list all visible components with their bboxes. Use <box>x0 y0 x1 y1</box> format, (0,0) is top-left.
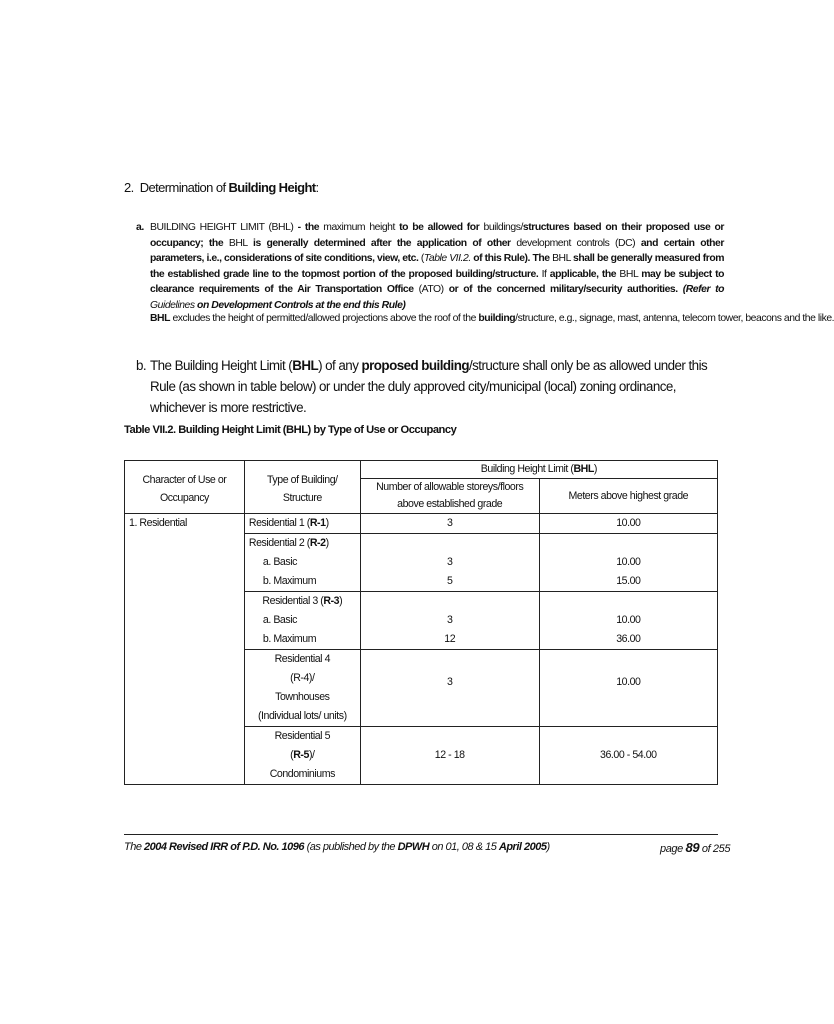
bhl-table <box>124 460 718 785</box>
cell-type-r3 <box>244 592 360 650</box>
table-row <box>125 514 718 534</box>
r5-open: ( <box>290 749 294 761</box>
paragraph-a <box>136 220 724 313</box>
footer-text: April 2005 <box>498 841 547 853</box>
r2-code: R-2 <box>309 537 326 549</box>
para-a-text: applicable, the <box>549 268 617 280</box>
page-total: of 255 <box>699 843 731 855</box>
para-b-text: The Building Height Limit ( <box>150 358 293 373</box>
r1-code: R-1 <box>309 517 326 529</box>
r2-option-b: b. Maximum <box>262 575 317 587</box>
header-meters-text: Meters above highest grade <box>568 489 689 502</box>
bhl-note-text: /structure, e.g., signage, mast, antenna, telecom tower, beacons and the like. <box>515 313 834 324</box>
cell-storeys-r4 <box>360 650 539 727</box>
para-a-text: BHL <box>223 237 254 249</box>
header-type <box>244 461 360 514</box>
cell-type-r1 <box>244 514 360 534</box>
para-a-text: If <box>538 268 550 280</box>
para-a-text: - the <box>297 222 320 233</box>
r2-label: Residential 2 ( <box>248 537 310 549</box>
bhl-note-bold: building <box>478 313 516 324</box>
para-b-text: proposed building <box>361 358 469 373</box>
para-a-text: buildings/ <box>479 222 523 233</box>
r2-a-meters: 10.00 <box>616 556 641 568</box>
footer-text: 2004 Revised IRR of P.D. No. 1096 <box>144 841 305 853</box>
para-a-text: to be allowed for <box>399 222 480 233</box>
header-bhl-suffix: ) <box>593 463 597 475</box>
para-a-text: of this Rule). The <box>470 253 550 264</box>
r4-line: Townhouses <box>275 691 330 703</box>
header-use <box>125 461 245 514</box>
paragraph-a-body <box>150 220 724 313</box>
r4-line: (R-4)/ <box>290 672 315 684</box>
footer-citation <box>124 841 550 853</box>
cell-storeys-r1: 3 <box>360 514 539 534</box>
table-caption: Table VII.2. Building Height Limit (BHL) by Type of Use or Occupancy <box>124 424 457 436</box>
r3-label: Residential 3 ( <box>262 595 324 607</box>
r2-close: ) <box>325 537 329 549</box>
page-label: page <box>660 843 686 855</box>
para-a-text: BHL <box>549 253 574 264</box>
bhl-note-text: excludes the height of permitted/allowed projections above the roof of the <box>170 313 479 324</box>
r5-line <box>290 749 314 761</box>
para-a-text: structures based on their proposed use or occupancy; the <box>150 222 724 249</box>
paragraph-b <box>136 355 726 418</box>
para-b-text: BHL <box>292 358 319 373</box>
r1-label: Residential 1 ( <box>248 517 310 529</box>
para-a-text: may be subject to clearance requirements of the Air Transportation Office <box>150 268 724 295</box>
r3-code: R-3 <box>323 595 340 607</box>
r1-close: ) <box>325 517 329 529</box>
cell-use-residential: 1. Residential <box>125 514 245 785</box>
r2-b-storeys: 5 <box>446 575 453 587</box>
r2-a-storeys: 3 <box>446 556 453 568</box>
cell-type-r4 <box>244 650 360 727</box>
r3-a-storeys: 3 <box>446 614 453 626</box>
bhl-note-bold: BHL <box>150 313 171 324</box>
footer-text: ) <box>546 841 550 853</box>
footer-divider <box>124 834 718 835</box>
para-a-text: BHL <box>616 268 642 280</box>
r3-title <box>249 592 356 611</box>
r5-storeys: 12 - 18 <box>434 749 465 761</box>
r3-b-storeys: 12 <box>444 633 456 645</box>
r4-line: (Individual lots/ units) <box>257 710 347 722</box>
section-heading-bold: Building Height <box>228 180 316 195</box>
section-heading-text: Determination of <box>139 180 229 195</box>
para-a-text: maximum height <box>319 222 400 233</box>
r4-line: Residential 4 <box>274 653 331 665</box>
footer-text: DPWH <box>397 841 430 853</box>
r4-storeys: 3 <box>446 675 453 688</box>
section-heading <box>124 180 319 195</box>
cell-meters-r1: 10.00 <box>539 514 717 534</box>
header-type-text: Type of Building/ Structure <box>266 474 338 504</box>
r2-title <box>249 537 329 549</box>
r2-b-meters: 15.00 <box>616 575 641 587</box>
cell-meters-r3 <box>539 592 717 650</box>
paragraph-b-marker: b. <box>136 358 147 373</box>
paragraph-b-body <box>150 355 726 418</box>
para-a-text: shall be generally measured from the established grade line to the topmost portion of the proposed building/structure. <box>150 253 725 280</box>
para-a-text: Table VII.2. <box>423 253 471 264</box>
cell-meters-r4 <box>539 650 717 727</box>
cell-type-r2 <box>244 534 360 592</box>
footer-text: on 01, 08 & 15 <box>429 841 499 853</box>
cell-type-r5 <box>244 727 360 785</box>
para-a-text: is generally determined after the application of other <box>253 237 511 249</box>
paragraph-a-marker: a. <box>136 222 144 233</box>
page-number <box>660 840 730 855</box>
para-a-text: BUILDING HEIGHT LIMIT <box>150 222 265 233</box>
bhl-note <box>150 313 834 324</box>
para-a-text: development controls <box>510 237 616 249</box>
footer-text: (as published by the <box>304 841 398 853</box>
footer-text: The <box>124 841 145 853</box>
para-a-text: (BHL) <box>264 222 298 233</box>
table-header-row <box>125 461 718 479</box>
cell-storeys-r3 <box>360 592 539 650</box>
cell-meters-r2 <box>539 534 717 592</box>
r3-close: ) <box>339 595 343 607</box>
header-meters <box>539 479 717 514</box>
header-use-text: Character of Use or Occupancy <box>142 474 227 504</box>
section-heading-suffix: : <box>315 180 319 195</box>
r5-code: R-5 <box>293 749 309 761</box>
r5-meters: 36.00 - 54.00 <box>600 749 657 761</box>
r2-option-a: a. Basic <box>262 556 297 568</box>
r5-line: Condominiums <box>269 768 335 780</box>
r3-a-meters: 10.00 <box>616 614 641 626</box>
header-bhl-bold: BHL <box>573 463 594 475</box>
para-a-text: ( <box>418 253 424 264</box>
cell-storeys-r5 <box>360 727 539 785</box>
r3-option-a: a. Basic <box>262 614 297 626</box>
para-a-text: on Development Controls at the end this Rule) <box>197 299 406 311</box>
para-a-text: or of the concerned military/security authorities. <box>448 284 678 295</box>
header-bhl-prefix: Building Height Limit ( <box>480 463 574 475</box>
section-number: 2. <box>124 180 134 195</box>
para-a-text: Guidelines <box>150 299 198 311</box>
para-b-text: /structure shall only be as allowed under this Rule (as shown in table below) or under the duly approved city/municipal (local) zoning ordinance, whichever is more restrictive. <box>150 358 708 415</box>
para-a-text: (DC) <box>615 237 641 249</box>
page-number-value: 89 <box>685 840 700 855</box>
r4-meters: 10.00 <box>616 675 641 688</box>
para-b-text: ) of any <box>318 358 362 373</box>
r3-option-b: b. Maximum <box>262 633 317 645</box>
header-bhl-group <box>360 461 717 479</box>
para-a-text: and certain other parameters, i.e., considerations of site conditions, view, etc. <box>150 237 724 264</box>
para-a-text: (ATO) <box>413 284 449 295</box>
cell-storeys-r2 <box>360 534 539 592</box>
header-storeys <box>360 479 539 514</box>
r5-line: Residential 5 <box>274 730 331 742</box>
r3-b-meters: 36.00 <box>616 633 641 645</box>
header-storeys-text: Number of allowable storeys/floors above established grade <box>376 481 524 510</box>
r5-close: )/ <box>308 749 315 761</box>
para-a-text: (Refer to <box>677 284 725 295</box>
cell-meters-r5 <box>539 727 717 785</box>
